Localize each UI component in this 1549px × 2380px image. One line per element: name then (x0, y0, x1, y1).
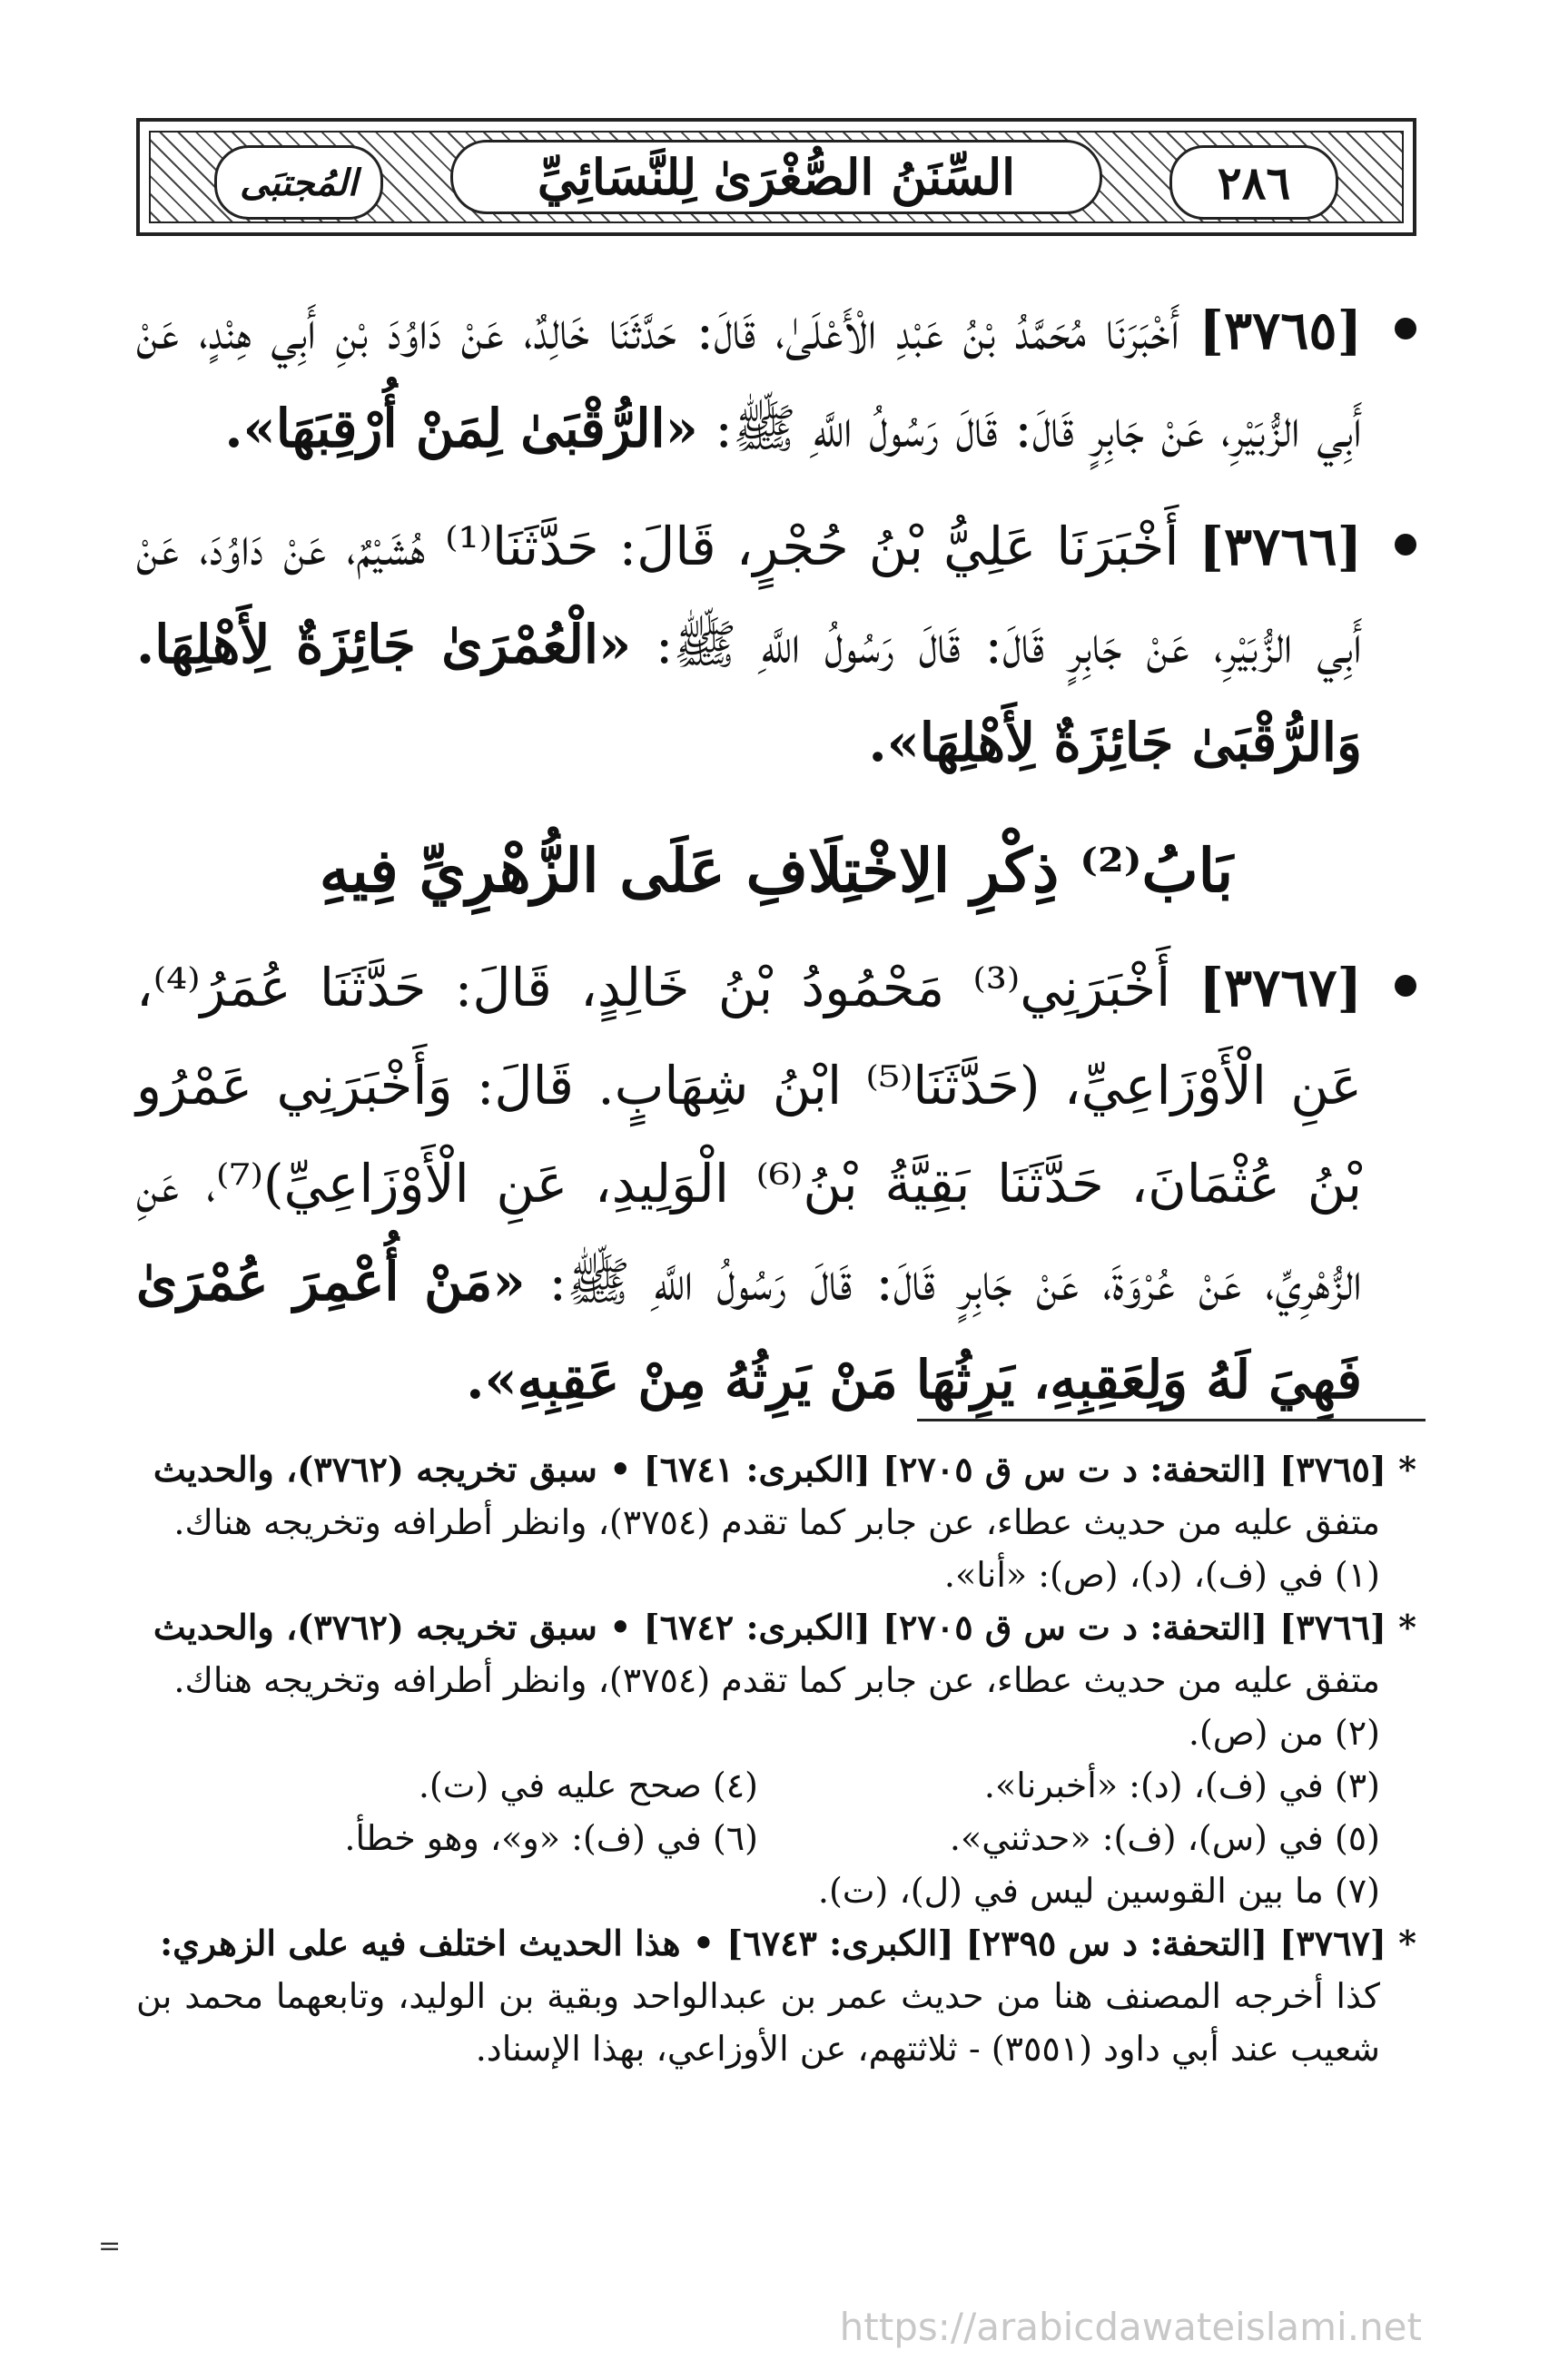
footnote-5: (٥) في (س)، (ف): «حدثني». (949, 1818, 1380, 1858)
note-3765-head: * [٣٧٦٥] [التحفة: د ت س ق ٢٧٠٥] [الكبرى: ٦٧٤١] • سبق تخريجه (٣٧٦٢)، والحديث (153, 1449, 1416, 1490)
note-3765-text: متفق عليه من حديث عطاء، عن جابر كما تقدم (٣٧٥٤)، وانظر أطرافه وتخريجه هناك. (173, 1502, 1380, 1542)
bullet-icon (1395, 534, 1416, 556)
footnote-row (136, 1812, 1416, 1864)
hadith-matn: «الْعُمْرَىٰ جَائِزَةٌ لِأَهْلِهَا. وَالرُّقْبَىٰ جَائِزَةٌ لِأَهْلِهَا». (136, 614, 1362, 773)
footnotes (136, 1443, 1416, 2075)
note-3766-text: متفق عليه من حديث عطاء، عن جابر كما تقدم (٣٧٥٤)، وانظر أطرافه وتخريجه هناك. (173, 1660, 1380, 1700)
footnote-divider (917, 1419, 1426, 1421)
note-3767-text: كذا أخرجه المصنف هنا من حديث عمر بن عبدالواحد وبقية بن الوليد، وتابعهما محمد بن شعيب عند أبي داود (٣٥٥١) - ثلاثتهم، عن الأوزاعي، بهذا الإسناد. (136, 1976, 1380, 2069)
main-text (136, 281, 1416, 1449)
chapter-title: بَابُ⁽²⁾ ذِكْرِ الِاخْتِلَافِ عَلَى الزُّهْرِيِّ فِيهِ (319, 835, 1234, 906)
footnote-6: (٦) في (ف): «و»، وهو خطأ. (344, 1818, 758, 1858)
margin-mark: = (98, 2230, 122, 2262)
hadith-matn: «مَنْ أُعْمِرَ عُمْرَىٰ فَهِيَ لَهُ وَلِعَقِبِهِ، يَرِثُهَا مَنْ يَرِثُهُ مِنْ عَقِبِهِ». (136, 1251, 1362, 1411)
note-3767-head: * [٣٧٦٧] [التحفة: د س ٢٣٩٥] [الكبرى: ٦٧٤٣] • هذا الحديث اختلف فيه على الزهري: (160, 1923, 1416, 1963)
page-header (136, 118, 1416, 236)
watermark-url[interactable]: https://arabicdawateislami.net (839, 2305, 1422, 2349)
hadith-number: [٣٧٦٥] (1199, 300, 1363, 361)
hadith-isnad: أَخْبَرَنِي⁽³⁾ مَحْمُودُ بْنُ خَالِدٍ، قَالَ: حَدَّثَنَا عُمَرُ⁽⁴⁾، عَنِ الْأَوْزَاعِيِّ، (حَدَّثَنَا⁽⁵⁾ ابْنُ شِهَابٍ. قَالَ: وَأَخْبَرَنِي عَمْرُو بْنُ عُثْمَانَ، حَدَّثَنَا بَقِيَّةُ بْنُ⁽⁶⁾ الْوَلِيدِ، عَنِ الْأَوْزَاعِيِّ)⁽⁷⁾، عَنِ الزُّهْرِيِّ، عَنْ عُرْوَةَ، عَنْ جَابِرٍ قَالَ: قَالَ رَسُولُ اللَّهِ ﷺ: (136, 957, 1363, 1313)
hadith-isnad: أَخْبَرَنَا مُحَمَّدُ بْنُ عَبْدِ الْأَعْلَىٰ، قَالَ: حَدَّثَنَا خَالِدٌ، عَنْ دَاوُدَ بْنِ أَبِي هِنْدٍ، عَنْ أَبِي الزُّبَيْرِ، عَنْ جَابِرٍ قَالَ: قَالَ رَسُولُ اللَّهِ ﷺ: (136, 300, 1362, 459)
note-3766-head: * [٣٧٦٦] [التحفة: د ت س ق ٢٧٠٥] [الكبرى: ٦٧٤٢] • سبق تخريجه (٣٧٦٢)، والحديث (153, 1607, 1416, 1647)
hadith-3766 (136, 497, 1416, 792)
ornamental-frame (149, 131, 1404, 223)
bullet-icon (1395, 975, 1416, 997)
footnote-row (136, 1759, 1416, 1812)
book-logo: المُجتبَى (214, 145, 383, 220)
hadith-number: [٣٧٦٦] (1199, 516, 1363, 577)
footnote-2: (٢) من (ص). (1188, 1713, 1380, 1753)
bullet-icon (1395, 318, 1416, 339)
hadith-3767 (136, 939, 1416, 1429)
footnote-1: (١) في (ف)، (د)، (ص): «أنا». (943, 1555, 1380, 1595)
hadith-number: [٣٧٦٧] (1199, 957, 1362, 1018)
book-title: السِّنَنُ الصُّغْرَىٰ لِلنَّسَائِيِّ (450, 140, 1102, 214)
hadith-isnad: أَخْبَرَنَا عَلِيُّ بْنُ حُجْرٍ، قَالَ: حَدَّثَنَا⁽¹⁾ هُشَيْمٌ، عَنْ دَاوُدَ، عَنْ أَبِي الزُّبَيْرِ، عَنْ جَابِرٍ قَالَ: قَالَ رَسُولُ اللَّهِ ﷺ: (136, 516, 1363, 675)
footnote-4: (٤) صحح عليه في (ت). (418, 1765, 758, 1805)
hadith-3765 (136, 281, 1416, 477)
footnote-7: (٧) ما بين القوسين ليس في (ل)، (ت). (817, 1871, 1380, 1911)
hadith-matn: «الرُّقْبَىٰ لِمَنْ أُرْقِبَهَا». (224, 398, 698, 459)
footnote-3: (٣) في (ف)، (د): «أخبرنا». (983, 1765, 1380, 1805)
page-number: ٢٨٦ (1169, 145, 1338, 220)
